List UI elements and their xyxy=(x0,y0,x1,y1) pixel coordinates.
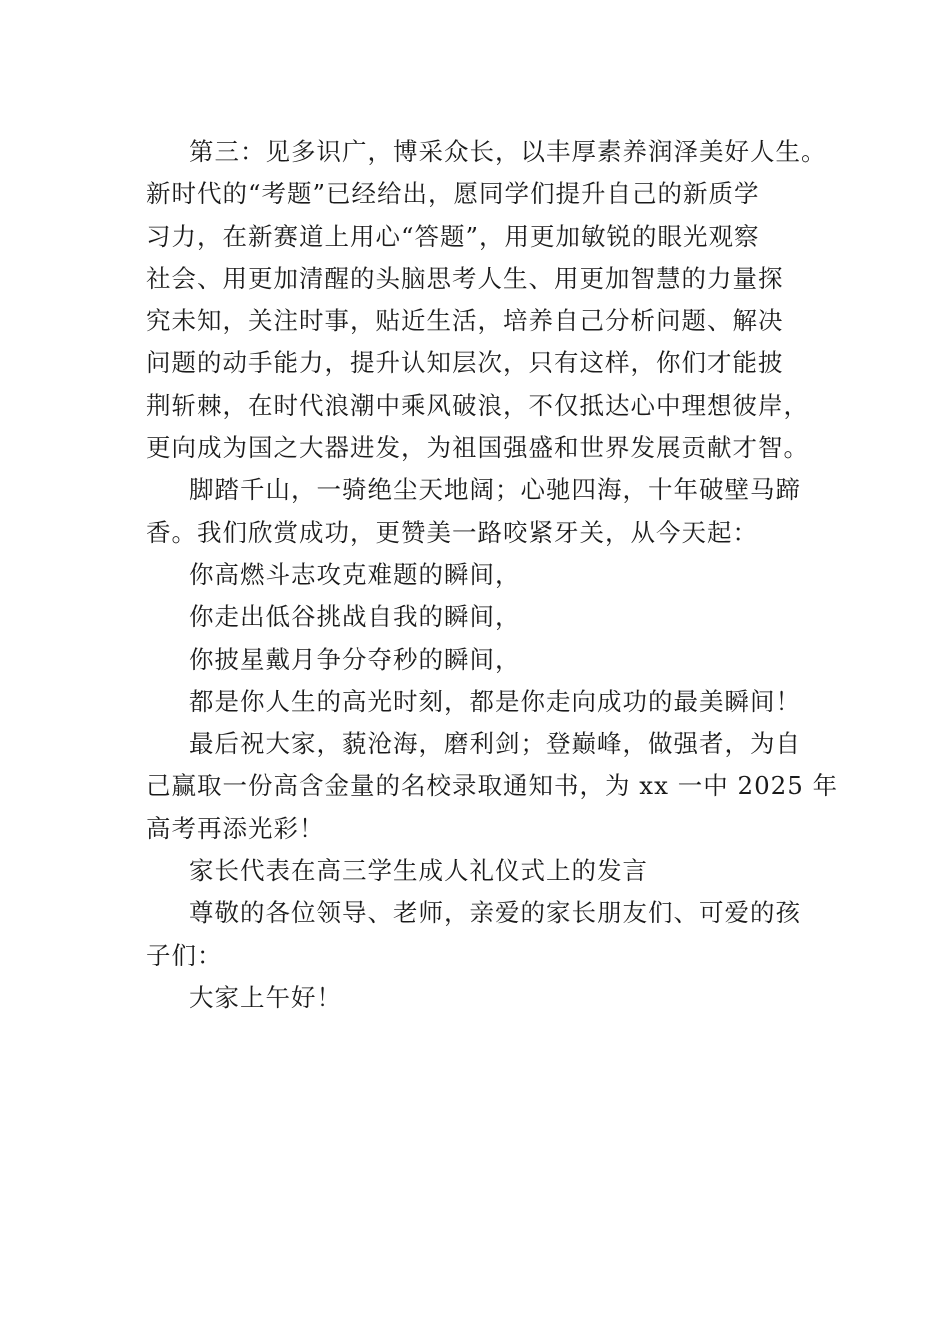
text-line: 荆斩棘，在时代浪潮中乘风破浪，不仅抵达心中理想彼岸， xyxy=(146,390,809,420)
text-line: 习力，在新赛道上用心“答题”，用更加敏锐的眼光观察 xyxy=(146,221,760,251)
text-line: 究未知，关注时事，贴近生活，培养自己分析问题、解决 xyxy=(146,306,784,336)
document-body xyxy=(146,131,839,1019)
text-line: 更向成为国之大器进发，为祖国强盛和世界发展贡献才智。 xyxy=(146,433,809,463)
text-line: 你高燃斗志攻克难题的瞬间， xyxy=(189,559,521,589)
text-line: 最后祝大家，藐沧海，磨利剑；登巅峰，做强者，为自 xyxy=(189,729,801,759)
text-line: 第三：见多识广，博采众长，以丰厚素养润泽美好人生。 xyxy=(189,137,827,166)
text-line: 问题的动手能力，提升认知层次，只有这样，你们才能披 xyxy=(146,348,784,378)
section-title: 家长代表在高三学生成人礼仪式上的发言 xyxy=(189,856,648,886)
text-line: 你走出低谷挑战自我的瞬间， xyxy=(189,602,521,632)
text-line: 尊敬的各位领导、老师，亲爱的家长朋友们、可爱的孩 xyxy=(189,898,801,928)
text-line: 都是你人生的高光时刻，都是你走向成功的最美瞬间！ xyxy=(189,686,801,716)
text-line: 你披星戴月争分夺秒的瞬间， xyxy=(189,644,521,674)
text-line: 大家上午好！ xyxy=(189,982,342,1012)
text-line: 高考再添光彩！ xyxy=(146,813,325,843)
text-line: 己赢取一份高含金量的名校录取通知书，为 xx 一中 2025 年 xyxy=(146,771,839,801)
text-line: 新时代的“考题”已经给出，愿同学们提升自己的新质学 xyxy=(146,179,760,209)
text-line: 社会、用更加清醒的头脑思考人生、用更加智慧的力量探 xyxy=(146,263,784,293)
text-line: 子们： xyxy=(146,940,223,970)
text-line: 香。我们欣赏成功，更赞美一路咬紧牙关，从今天起： xyxy=(146,517,758,547)
text-line: 脚踏千山，一骑绝尘天地阔；心驰四海，十年破壁马蹄 xyxy=(189,475,801,505)
